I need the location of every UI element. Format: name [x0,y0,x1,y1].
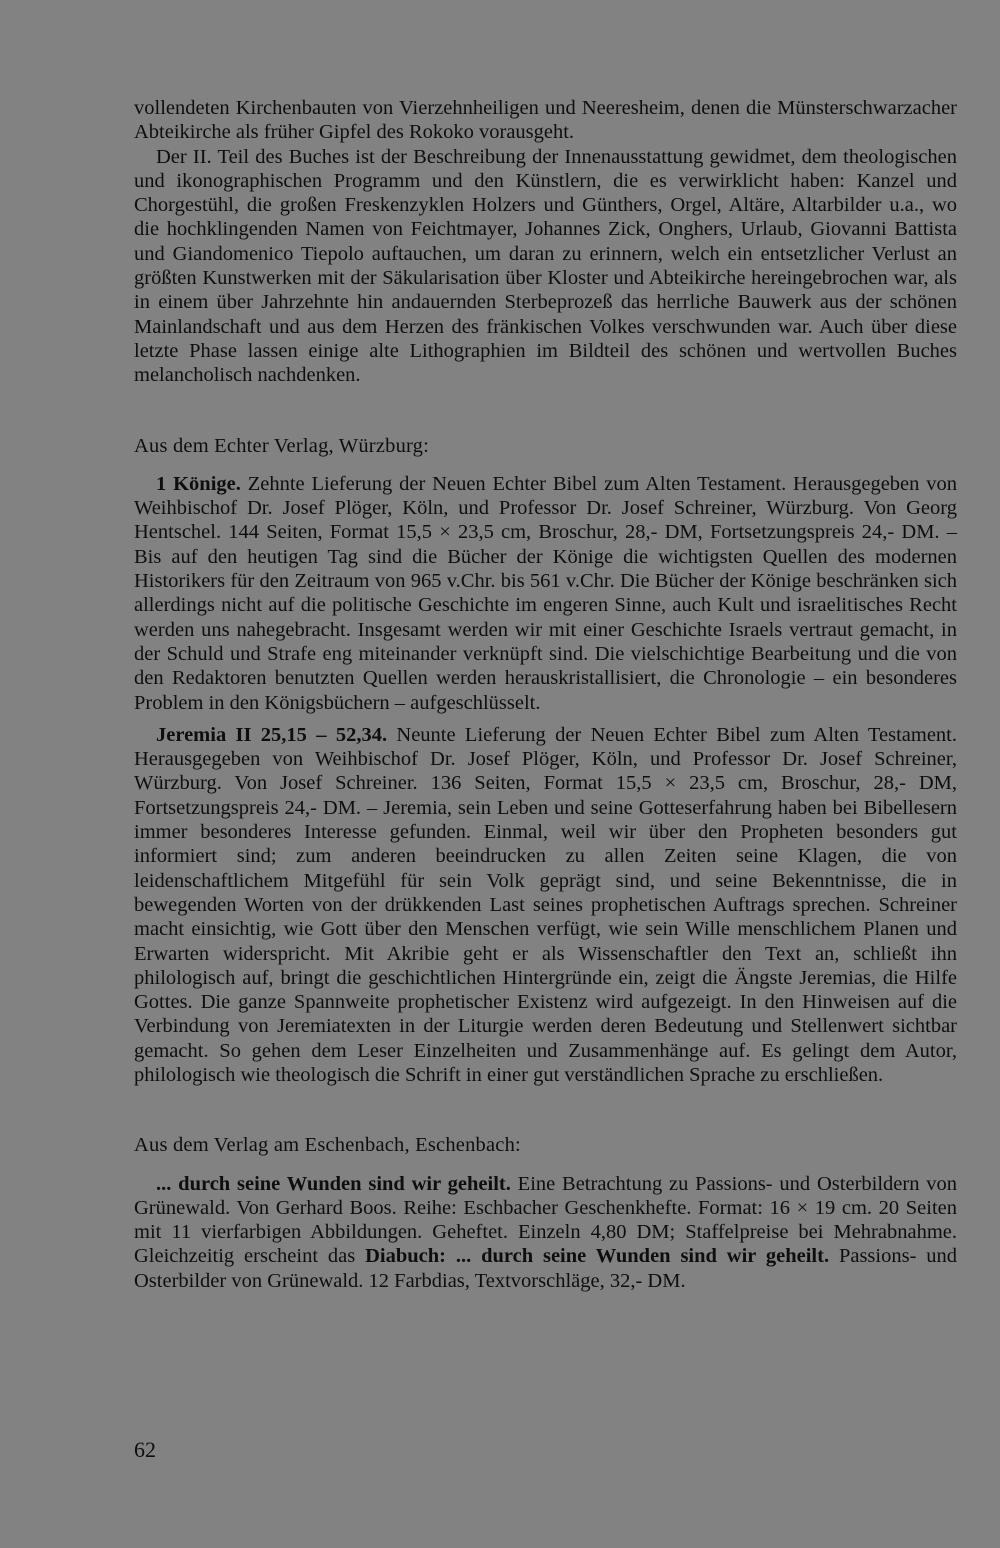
entry-title: Jeremia II 25,15 – 52,34. [156,723,388,746]
book-review-page [134,96,957,1301]
entry-durch-seine-wunden [134,1172,957,1293]
entry-body-diabuch: Passions- und Osterbilder von Grünewald. 12 Farbdias, Textvorschläge, 32,- DM. [134,1245,958,1292]
paragraph-part-two: Der II. Teil des Buches ist der Beschreibung der Innenausstattung gewidmet, dem theologischen und ikonographischen Programm und den Künstlern, die es verwirklicht haben: Kanzel und Chorgestühl, die großen Freskenzyklen Holzers und Günthers, Orgel, Altäre, Altarbilder u.a., wo die hochklingenden Namen von Feichtmayer, Johannes Zick, Onghers, Urlaub, Giovanni Battista und Giandomenico Tiepolo auftauchen, um daran zu erinnern, welch ein entsetzlicher Verlust an größten Kunstwerken mit der Säkularisation über Kloster und Abteikirche hereingebrochen war, als in einem über Jahrzehnte hin andauernden Sterbeprozeß das herrliche Bauwerk aus der schönen Mainlandschaft und aus dem Herzen des fränkischen Volkes verschwunden war. Auch über diese letzte Phase lassen einige alte Lithographien im Bildteil des schönen und wertvollen Buches melancholisch nachdenken. [134,145,957,387]
section-heading-echter: Aus dem Echter Verlag, Würzburg: [134,434,430,457]
entry-body: Eine Betrachtung zu Passions- und Osterbildern von Grünewald. Von Gerhard Boos. Reihe: Eschbacher Geschenkhefte. Format: 16 × 19 cm. 20 Seiten mit 11 vierfarbigen Abbildungen. Geheftet. Einzeln 4,80 DM; Staffelpreise bei Mehrabnahme. Gleichzeitig erscheint das [134,1172,958,1268]
continuation-paragraph: vollendeten Kirchenbauten von Vierzehnheiligen und Neeresheim, denen die Münsterschwarzacher Abteikirche als früher Gipfel des Rokoko vorausgeht. [134,97,957,144]
entry-title: ... durch seine Wunden sind wir geheilt. [156,1172,511,1195]
entry-title: 1 Könige. [156,472,241,495]
section-heading-eschenbach: Aus dem Verlag am Eschenbach, Eschenbach: [134,1134,521,1157]
entry-body: Zehnte Lieferung der Neuen Echter Bibel zum Alten Testament. Herausgegeben von Weihbischof Dr. Josef Plöger, Köln, und Professor Dr. Josef Schreiner, Würzburg. Von Georg Hentschel. 144 Seiten, Format 15,5 × 23,5 cm, Broschur, 28,- DM, Fortsetzungspreis 24,- DM. – Bis auf den heutigen Tag sind die Bücher der Könige die wichtigsten Quellen des modernen Historikers für den Zeitraum von 965 v.Chr. bis 561 v.Chr. Die Bücher der Könige beschränken sich allerdings nicht auf die politische Geschichte im engeren Sinne, auch Kult und israelitisches Recht werden uns nahegebracht. Insgesamt werden wir mit einer Geschichte Israels vertraut gemacht, in der Schuld und Strafe eng miteinander verknüpft sind. Die vielschichtige Bearbeitung und die von den Redaktoren benutzten Quellen werden herauskristallisiert, die Chronologie – ein besonderes Problem in den Königsbüchern – aufgeschlüsselt. [134,472,957,714]
entry-jeremia [134,723,957,1087]
entry-1-koenige [134,472,957,715]
entry-title-diabuch: Diabuch: ... durch seine Wunden sind wir geheilt. [365,1245,830,1268]
page-number: 62 [134,1437,156,1462]
entry-body: Neunte Lieferung der Neuen Echter Bibel zum Alten Testament. Herausgegeben von Weihbischof Dr. Josef Plöger, Köln, und Professor Dr. Josef Schreiner, Würzburg. Von Josef Schreiner. 136 Seiten, Format 15,5 × 23,5 cm, Broschur, 28,- DM, Fortsetzungspreis 24,- DM. – Jeremia, sein Leben und seine Gotteserfahrung haben bei Bibellesern immer besonderes Interesse gefunden. Einmal, weil wir über den Propheten besonders gut informiert sind; zum anderen beeindrucken zu allen Zeiten seine Klagen, die von leidenschaftlichem Mitgefühl für sein Volk geprägt sind, und seine Bekenntnisse, die in bewegenden Worten von der drükkenden Last seines prophetischen Auftrags sprechen. Schreiner macht einsichtig, wie Gott über den Menschen verfügt, wie sein Wille menschlichem Planen und Erwarten widerspricht. Mit Akribie geht er als Wissenschaftler den Text an, schließt ihn philologisch auf, bringt die geschichtlichen Hintergründe ein, zeigt die Ängste Jeremias, die Hilfe Gottes. Die ganze Spannweite prophetischer Existenz wird aufgezeigt. In den Hinweisen auf die Verbindung von Jeremiatexten in der Liturgie werden deren Bedeutung und Stellenwert sichtbar gemacht. So gehen dem Leser Einzelheiten und Zusammenhänge auf. Es gelingt dem Autor, philologisch wie theologisch die Schrift in einer gut verständlichen Sprache zu erschließen. [134,723,958,1086]
